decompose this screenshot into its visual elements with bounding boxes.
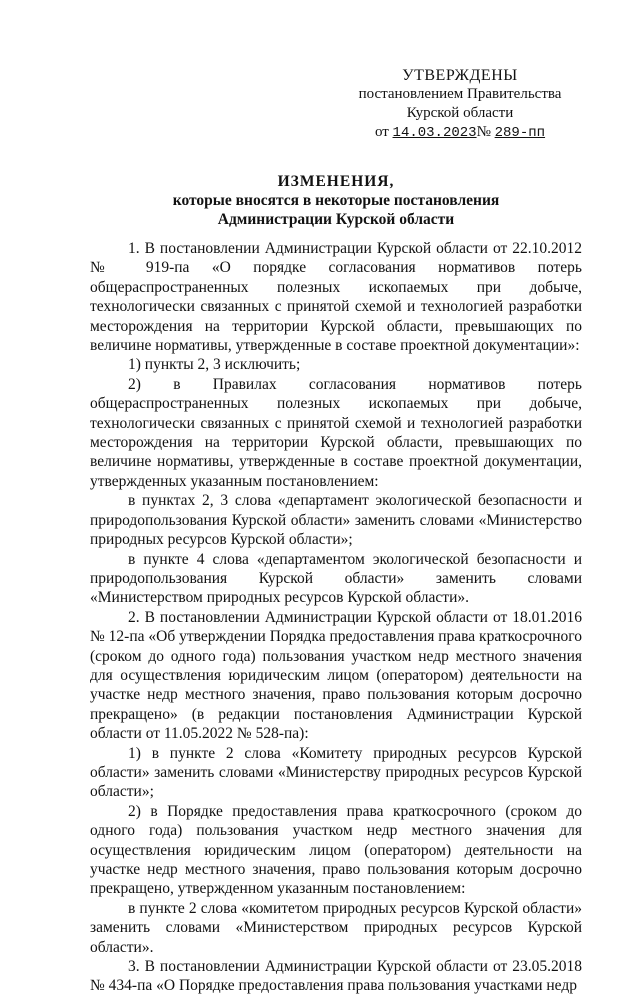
paragraph: 2) в Правилах согласования нормативов потерь общераспространенных полезных ископаемых при добыче, технологически связанных с принятой схемой и технологией разработки месторождения на территории Курской области, превышающих по величине нормативы, утвержденные в составе проектной документации, утвержденных указанным постановлением: xyxy=(90,375,582,490)
number-sign: № xyxy=(476,124,491,140)
approval-line-region: Курской области xyxy=(406,105,514,121)
title-line-2: которые вносятся в некоторые постановления xyxy=(172,192,500,209)
approval-date: 14.03.2023 xyxy=(392,125,477,141)
paragraph: 2. В постановлении Администрации Курской области от 18.01.2016 № 12-па «Об утверждении Порядка предоставления права краткосрочного (сроком до одного года) пользования участком недр местного значения для осуществления юридическим лицом (оператором) деятельности на участке недр местного значения, право пользования которым досрочно прекращено» (в редакции постановления Администрации Курской области от 11.05.2022 № 528-па): xyxy=(90,608,582,743)
approval-stamp xyxy=(330,66,590,143)
paragraph: в пункте 2 слова «комитетом природных ресурсов Курской области» заменить словами «Министерством природных ресурсов Курской области». xyxy=(90,899,582,956)
approval-line-authority: постановлением Правительства xyxy=(358,86,562,102)
approval-heading: УТВЕРЖДЕНЫ xyxy=(402,67,518,84)
paragraph: в пунктах 2, 3 слова «департамент экологической безопасности и природопользования Курской области» заменить словами «Министерство природных ресурсов Курской области»; xyxy=(90,492,582,549)
approval-date-line xyxy=(330,123,590,143)
paragraph: 1. В постановлении Администрации Курской области от 22.10.2012 № 919-па «О порядке согласования нормативов потерь общераспространенных полезных ископаемых при добыче, технологически связанных с принятой схемой и технологией разработки месторождения на территории Курской области, превышающих по величине нормативы, утвержденные в составе проектной документации»: xyxy=(90,240,582,355)
paragraph: в пункте 4 слова «департаментом экологической безопасности и природопользования Курской области» заменить словами «Министерством природных ресурсов Курской области». xyxy=(90,550,582,607)
paragraph: 1) в пункте 2 слова «Комитету природных ресурсов Курской области» заменить словами «Министерству природных ресурсов Курской области»; xyxy=(90,744,582,801)
date-prefix: от xyxy=(374,124,389,140)
document-title xyxy=(90,172,582,229)
title-line-3: Администрации Курской области xyxy=(217,211,455,228)
title-line-1: ИЗМЕНЕНИЯ, xyxy=(277,173,395,190)
paragraph: 2) в Порядке предоставления права краткосрочного (сроком до одного года) пользования участком недр местного значения для осуществления юридическим лицом (оператором) деятельности на участке недр местного значения, право пользования которым досрочно прекращено, утвержденном указанным постановлением: xyxy=(90,802,582,898)
paragraph: 3. В постановлении Администрации Курской области от 23.05.2018 № 434-па «О Порядке предоставления права пользования участками недр xyxy=(90,958,582,995)
document-body xyxy=(90,239,582,996)
approval-number: 289-пп xyxy=(494,125,546,141)
paragraph: 1) пункты 2, 3 исключить; xyxy=(128,356,301,374)
